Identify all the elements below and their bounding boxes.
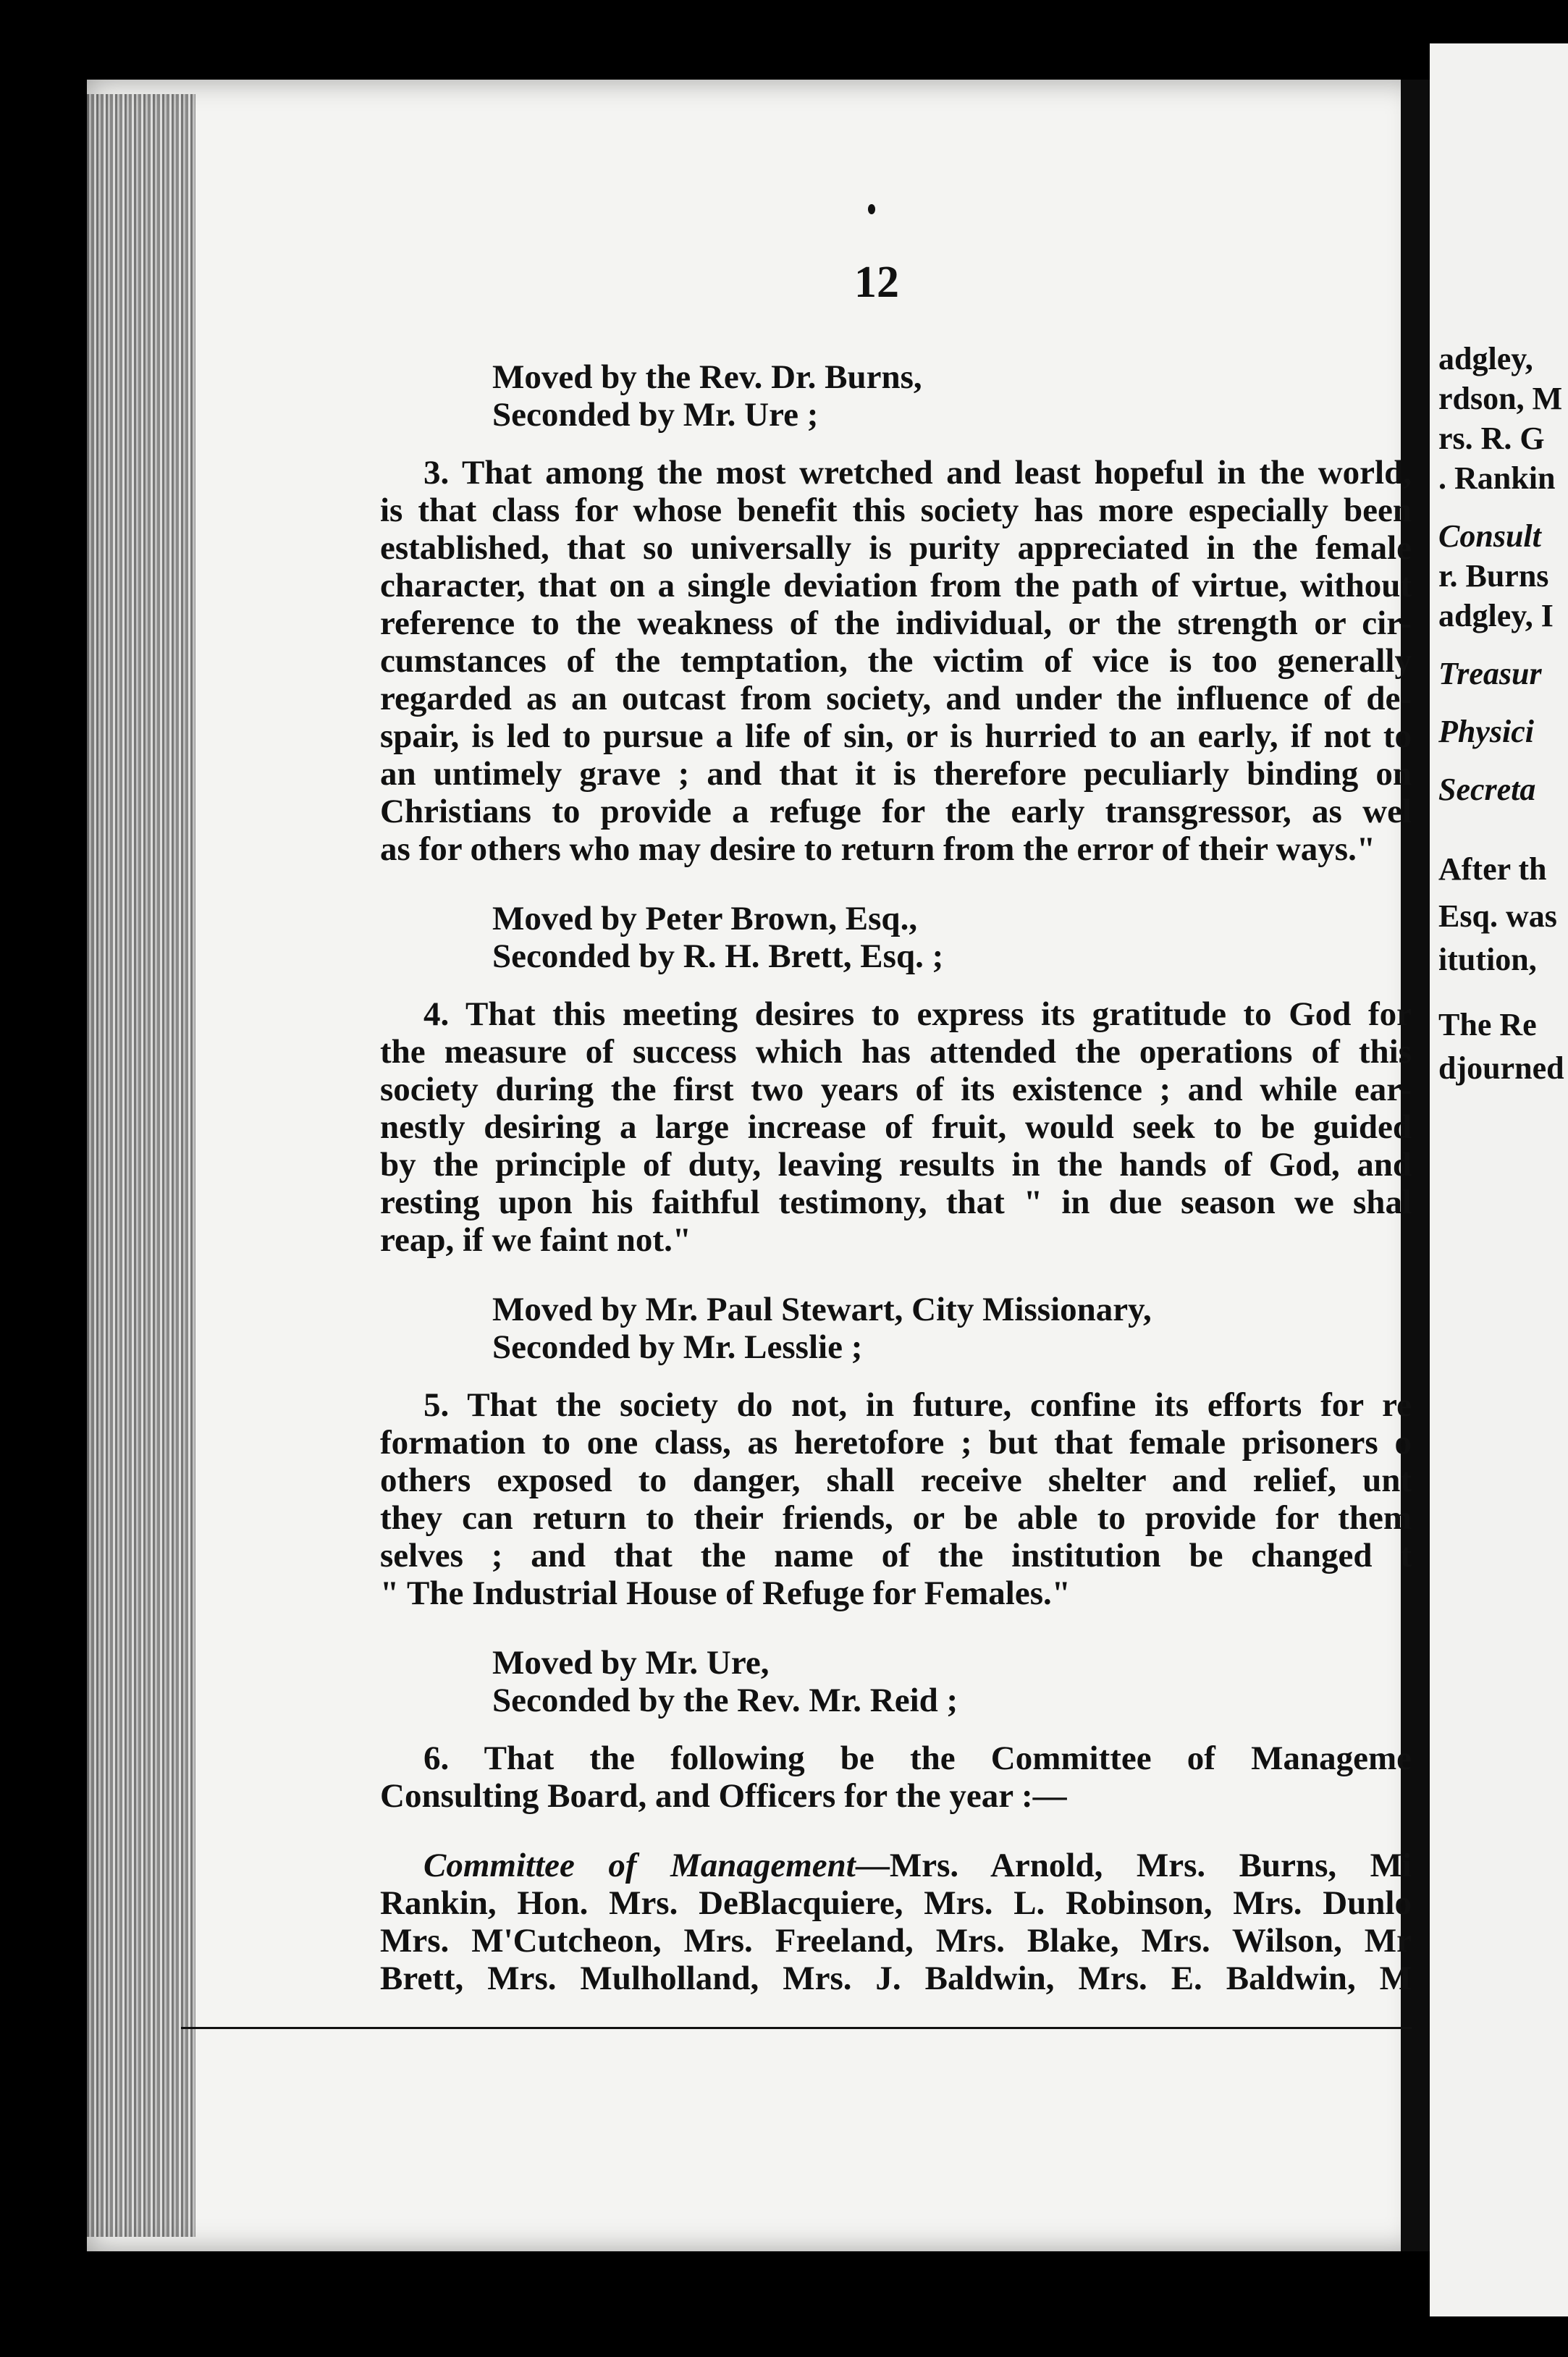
resolution-4 (380, 900, 1412, 1259)
resolution-text (380, 995, 1412, 1259)
text-line: regarded as an outcast from society, and under the influence of de- (380, 680, 1412, 717)
text-line: Christians to provide a refuge for the early transgressor, as wel (380, 793, 1412, 830)
text-line: others exposed to danger, shall receive shelter and relief, unt (380, 1462, 1412, 1499)
text-line: nestly desiring a large increase of fruit, would seek to be guided (380, 1108, 1412, 1146)
text-line: Mrs. M'Cutcheon, Mrs. Freeland, Mrs. Blake, Mrs. Wilson, Mr (380, 1922, 1412, 1960)
facing-page (1430, 43, 1568, 2316)
text-line: the measure of success which has attended the operations of this (380, 1033, 1412, 1071)
page-number: 12 (854, 258, 899, 307)
text-line: " The Industrial House of Refuge for Females." (380, 1574, 1071, 1612)
moved-by: Moved by Mr. Ure, (492, 1644, 770, 1682)
text-line: spair, is led to pursue a life of sin, or is hurried to an early, if not to (380, 717, 1412, 755)
seconded-by: Seconded by the Rev. Mr. Reid ; (492, 1682, 958, 1719)
facing-line: The Re (1438, 1007, 1537, 1042)
facing-line: r. Burns (1438, 558, 1549, 594)
facing-line: . Rankin (1438, 460, 1556, 496)
ornament-dot (868, 204, 875, 214)
facing-line: adgley, I (1438, 598, 1554, 633)
text-line: Rankin, Hon. Mrs. DeBlacquiere, Mrs. L. Robinson, Mrs. Dunlo (380, 1884, 1412, 1922)
text-line (423, 1847, 1412, 1884)
moved-by: Moved by Peter Brown, Esq., (492, 900, 918, 937)
text-line: cumstances of the temptation, the victim of vice is too generally (380, 642, 1412, 680)
page-edge-shadow (87, 94, 195, 2237)
text-line: Brett, Mrs. Mulholland, Mrs. J. Baldwin, Mrs. E. Baldwin, M (380, 1960, 1412, 1997)
moved-by: Moved by Mr. Paul Stewart, City Missionary, (492, 1291, 1152, 1328)
resolution-6 (380, 1644, 1412, 1815)
page-crop-line (181, 2027, 1412, 2029)
resolution-text (380, 454, 1412, 868)
text-column (380, 358, 1412, 2029)
facing-line: Physici (1438, 714, 1534, 749)
text-line: reap, if we faint not." (380, 1221, 691, 1259)
text-line: an untimely grave ; and that it is therefore peculiarly binding on (380, 755, 1412, 793)
text-line: selves ; and that the name of the institution be changed t (380, 1537, 1412, 1574)
resolution-text (380, 1386, 1412, 1612)
text-line: by the principle of duty, leaving results in the hands of God, and (380, 1146, 1412, 1184)
text-line: is that class for whose benefit this society has more especially been (380, 492, 1412, 529)
text-line: character, that on a single deviation from the path of virtue, without (380, 567, 1412, 604)
text-line: they can return to their friends, or be able to provide for them (380, 1499, 1412, 1537)
text-line: society during the first two years of its existence ; and while ear- (380, 1071, 1412, 1108)
text-line: 5. That the society do not, in future, confine its efforts for re (423, 1386, 1412, 1424)
facing-line: rdson, M (1438, 381, 1563, 416)
facing-line: Treasur (1438, 656, 1542, 691)
facing-line: Esq. was (1438, 898, 1557, 934)
text-line: as for others who may desire to return from the error of their ways." (380, 830, 1375, 868)
committee-first-line: —Mrs. Arnold, Mrs. Burns, Mi (855, 1847, 1412, 1884)
text-line: 3. That among the most wretched and least hopeful in the world, (423, 454, 1412, 492)
text-line: reference to the weakness of the individual, or the strength or cir- (380, 604, 1412, 642)
facing-line: itution, (1438, 942, 1537, 977)
resolution-5 (380, 1291, 1412, 1612)
seconded-by: Seconded by R. H. Brett, Esq. ; (492, 937, 944, 975)
text-line: 6. That the following be the Committee of Manageme (423, 1740, 1412, 1777)
resolution-text (380, 1740, 1412, 1815)
facing-line: After th (1438, 851, 1547, 887)
resolution-3 (380, 358, 1412, 868)
facing-line: Secreta (1438, 772, 1536, 807)
seconded-by: Seconded by Mr. Ure ; (492, 396, 819, 434)
committee-label: Committee of Management (423, 1847, 856, 1884)
text-line: formation to one class, as heretofore ; but that female prisoners o (380, 1424, 1412, 1462)
facing-line: djourned (1438, 1050, 1564, 1086)
text-line: 4. That this meeting desires to express its gratitude to God for (423, 995, 1412, 1033)
moved-by: Moved by the Rev. Dr. Burns, (492, 358, 922, 396)
facing-line: rs. R. G (1438, 421, 1545, 456)
text-line: Consulting Board, and Officers for the year :— (380, 1777, 1067, 1815)
facing-line: Consult (1438, 518, 1541, 554)
facing-line: adgley, (1438, 341, 1533, 376)
text-line: resting upon his faithful testimony, that " in due season we shal (380, 1184, 1412, 1221)
text-line: established, that so universally is purity appreciated in the female (380, 529, 1412, 567)
seconded-by: Seconded by Mr. Lesslie ; (492, 1328, 863, 1366)
committee-list (380, 1847, 1412, 1997)
